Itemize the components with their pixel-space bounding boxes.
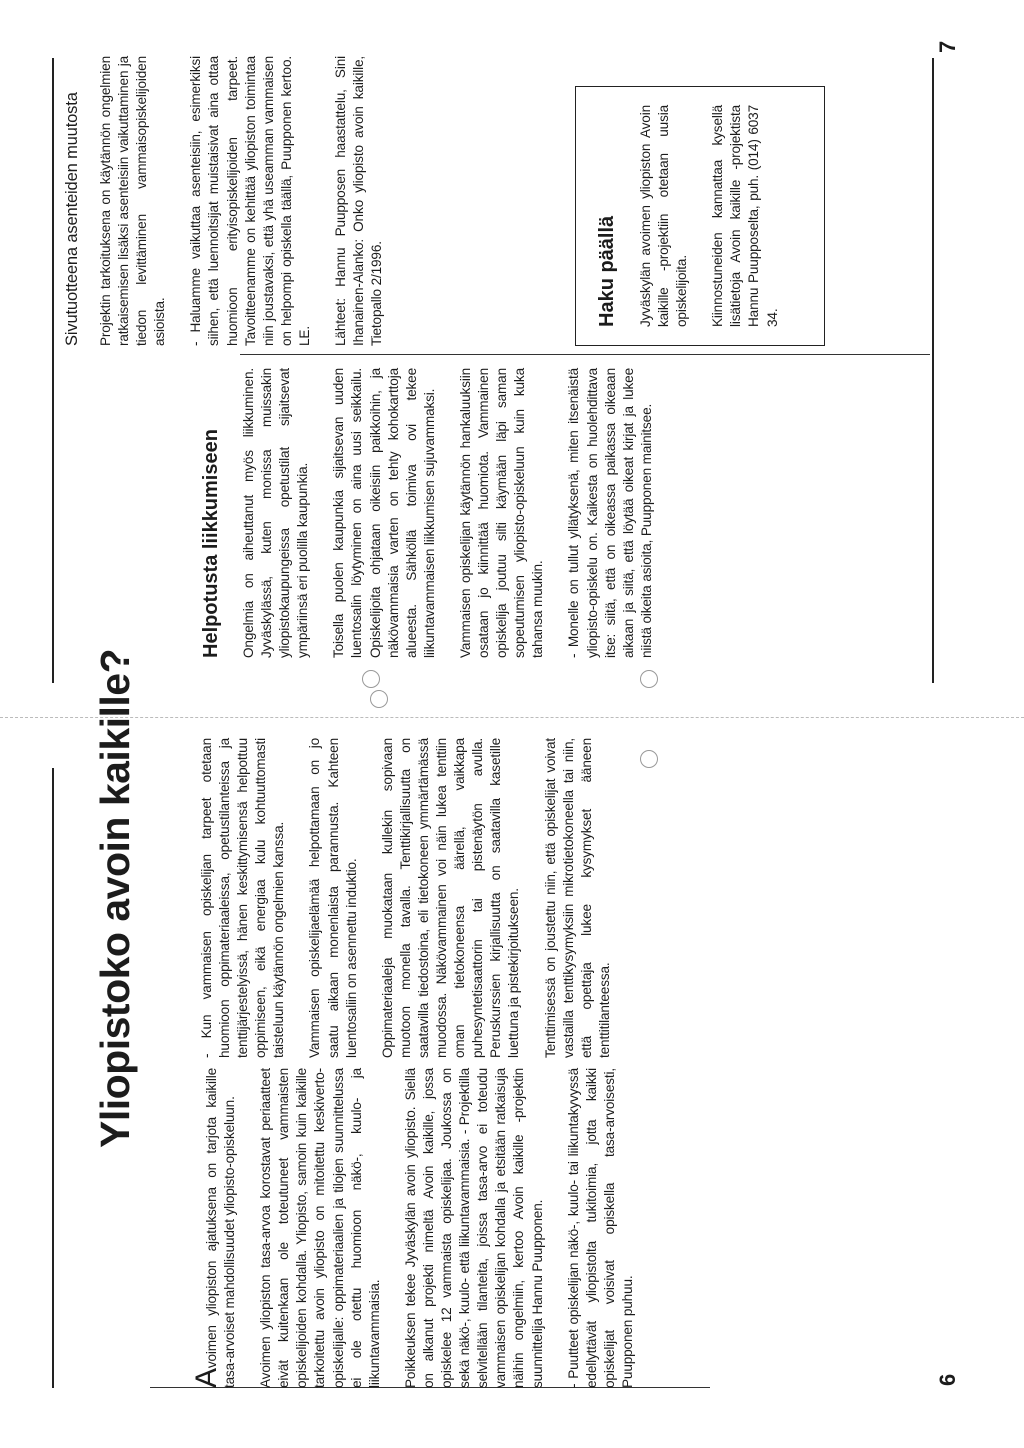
sources: Lähteet: Hannu Puupposen haastattelu, Sini Ihanainen-Alanko: Onko yliopisto avoin kaikille, Tietopallo 2/1996. (333, 56, 385, 346)
punch-hole-3 (640, 670, 658, 688)
paragraph: - Kun vammaisen opiskelijan tarpeet otetaan huomioon oppimateriaaleissa, opetustilanteissa ja tenttijärjestelyissä, hänen keskittymisensä helpottuu oppimiseen, eikä energiaa kulu kohtuuttomasti taisteluun käytännön ongelmien kanssa. (199, 738, 287, 1058)
fold-line (0, 717, 1024, 718)
paragraph: - Puutteet opiskelijan näkö-, kuulo- tai liikuntakyvyssä edellyttävät yliopistolta tukitoimia, jotta kaikki opiskelijat voisivat opiskella tasa-arvoisesti, Puupponen puhuu. (565, 1068, 635, 1388)
section-divider-rule (240, 354, 930, 355)
bottom-rule-right-page (932, 58, 934, 683)
paragraph: Oppimateriaaleja muokataan kullekin sopivaan muotoon monella tavalla. Tenttikirjallisuutta on saatavilla tiedostoina, eli tietokoneen ymmärtämässä muodossa. Näkövammainen voi näin lukea tenttiin oman tietokoneensa äärellä, vaikkapa puhesyntetisaattorin tai pistenäytön avulla. Peruskurssien kirjallisuutta on saatavilla kasetille luettuna ja pistekirjoitukseen. (379, 738, 522, 1058)
paragraph: Kiinnostuneiden kannattaa kysellä lisätietoja Avoin kaikille -projektista Hannu Puupposelta, puh. (014) 6037 34. (710, 105, 780, 327)
paragraph: Ongelmia on aiheuttanut myös liikkuminen. Jyväskylässä, kuten monissa muissakin yliopistokaupungeissa opetustilat sijaitsevat ympäriinsä eri puolilla kaupunkia. (241, 368, 311, 658)
lead-paragraph (190, 1068, 239, 1388)
punch-hole-1 (370, 690, 388, 708)
punch-hole-4 (362, 670, 380, 688)
sidebar-heading: Sivutuotteena asenteiden muutosta (63, 92, 81, 346)
box-title: Haku päällä (596, 215, 618, 327)
paragraph: Tenttimisessä on joustettu niin, että opiskelijat voivat vastailla tenttikysymyksiin mikrotietokoneella tai niin, että opettaja lukee kysymykset ääneen tenttitilanteessa. (542, 738, 612, 1058)
section2-column-b (62, 56, 404, 346)
paragraph: Vammaisen opiskelijaelämää helpottamaan on jo saatu aikaan monenlaista parannusta. Kahteen luentosaliin on asennettu induktio. (307, 738, 359, 1058)
paragraph: Projektin tarkoituksena on käytännön ongelmien ratkaisemisen lisäksi asenteisiin vaikuttaminen ja tiedon levittäminen vammaisopiskelijoiden asioista. (98, 56, 168, 346)
paragraph: Vammaisen opiskelijan käytännön hankaluuksiin osataan jo kiinnittää huomiota. Vammainen opiskelija joutuu silti käymään läpi saman sopeutumisen yliopisto-opiskeluun kuin kuka tahansa muukin. (457, 368, 546, 658)
paragraph: - Monelle on tullut yllätyksenä, miten itsenäistä yliopisto-opiskelu on. Kaikesta on huolehdittava itse: siitä, että on oikeassa paikassa oikeaan aikaan ja siitä, että löytää oikeat kirjat ja lukee niistä oikeita asioita, Puupponen mainitsee. (566, 368, 654, 658)
top-rule-left-page (52, 768, 54, 1388)
box-text (637, 105, 782, 327)
lead-text: voimen yliopiston ajatuksena on tarjota kaikille tasa-arvoiset mahdollisuudet yliopisto-opiskeluun. (204, 1068, 238, 1388)
page-number-left: 6 (935, 1373, 960, 1386)
punch-hole-2 (640, 750, 658, 768)
article-title: Yliopistoko avoin kaikille? (92, 648, 138, 1148)
paragraph: Jyväskylän avoimen yliopiston Avoin kaikille -projektiin otetaan uusia opiskelijoita. (638, 105, 690, 327)
article-column-1 (190, 1068, 655, 1388)
page-number-right: 7 (935, 40, 960, 53)
article-column-2 (198, 738, 632, 1058)
haku-paalla-box (575, 86, 825, 346)
top-rule-right-page (52, 58, 54, 683)
paragraph: Toisella puolen kaupunkia sijaitsevan uuden luentosalin löytyminen on aina uusi seikkailu. Opiskelijoita ohjataan oikeisiin paikkoihin, ja näkövammaisia varten on tehty kohokarttoja alueesta. Sähköllä toimiva ovi tekee liikuntavammaisen liikkumisen sujuvammaksi. (331, 368, 437, 658)
section2-column-a (240, 368, 674, 658)
paragraph: Avoimen yliopiston tasa-arvoa korostavat periaatteet eivät kuitenkaan ole toteutuneet vammaisten opiskelijoiden kohdalla. Yliopisto, samoin kuin kaikille tarkoitettu avoin yliopisto on mitoitettu keskiverto-opiskelijalle: oppimateriaalien ja tilojen suunnittelussa ei ole otettu huomioon näkö-, kuulo- ja liikuntavammaisia. (258, 1068, 382, 1388)
paragraph: Poikkeuksen tekee Jyväskylän avoin yliopisto. Siellä on alkanut projekti nimeltä Avoin kaikille, jossa opiskelee 12 vammaista opiskelijaa. Joukossa on sekä näkö-, kuulo- että liikuntavammaisia. - Projektilla selvitellään tilanteita, joissa tasa-arvo ei toteudu vammaisen opiskelijan kohdalla ja etsitään ratkaisuja näihin ongelmiin, kertoo Avoin kaikille -projektin suunnittelija Hannu Puupponen. (402, 1068, 545, 1388)
paragraph: - Haluamme vaikuttaa asenteisiin, esimerkiksi siihen, että luennoitsijat muistaisivat aina ottaa huomioon erityisopiskelijoiden tarpeet. Tavoitteenamme on kehittää yliopiston toimintaa niin joustavaksi, että yhä useamman vammaisen on helpompi opiskella täällä, Puupponen kertoo. LE. (188, 56, 312, 346)
drop-cap: A (190, 1368, 223, 1388)
section-heading-liikkuminen: Helpotusta liikkumiseen (200, 429, 222, 658)
